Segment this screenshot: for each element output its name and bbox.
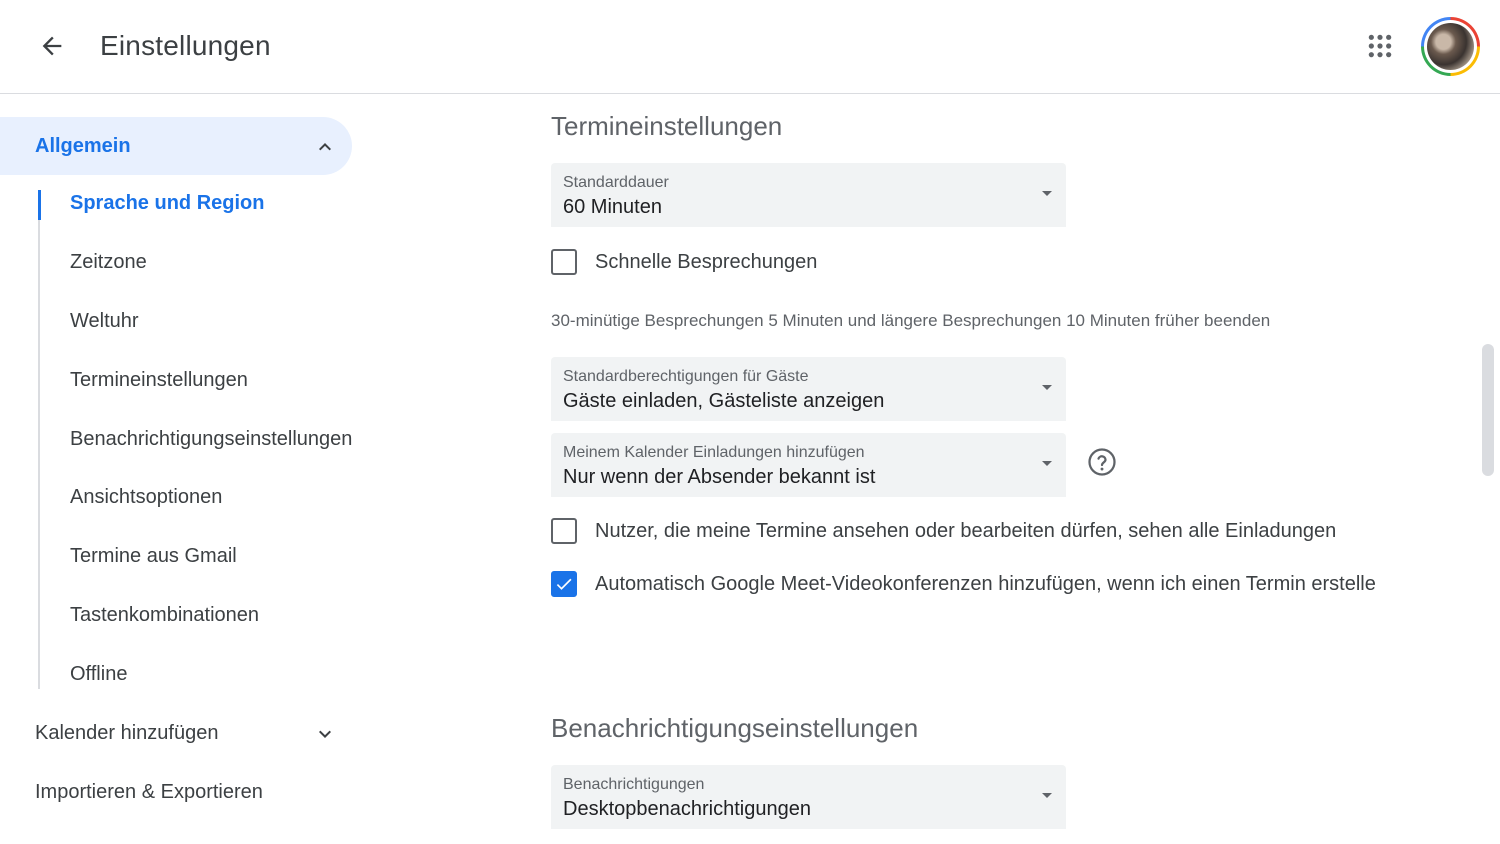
field-value: Nur wenn der Absender bekannt ist [563,466,876,488]
arrow-back-icon [38,32,66,60]
sidebar-item-view-options[interactable]: Ansichtsoptionen [70,486,223,508]
field-label: Standardberechtigungen für Gäste [563,368,809,385]
active-indicator [38,190,41,220]
sidebar-item-label: Allgemein [35,135,131,157]
sidebar-item-event-settings[interactable]: Termineinstellungen [70,369,248,391]
speedy-meetings-checkbox[interactable] [551,249,577,275]
see-all-invitations-row[interactable] [551,518,1336,544]
dropdown-arrow-icon [1042,385,1052,390]
speedy-meetings-row[interactable] [551,249,817,275]
sidebar-item-events-from-gmail[interactable]: Termine aus Gmail [70,545,237,567]
field-label: Standarddauer [563,174,669,191]
auto-meet-row[interactable] [551,571,1376,597]
back-button[interactable] [30,24,74,68]
speedy-meetings-hint: 30-minütige Besprechungen 5 Minuten und längere Besprechungen 10 Minuten früher beenden [551,311,1271,330]
checkbox-label: Schnelle Besprechungen [595,250,818,273]
chevron-down-icon[interactable] [313,722,337,746]
dropdown-arrow-icon [1042,191,1052,196]
default-duration-select[interactable] [551,163,1066,227]
account-avatar[interactable] [1421,17,1480,76]
dropdown-arrow-icon [1042,793,1052,798]
field-value: Gäste einladen, Gästeliste anzeigen [563,390,885,412]
sidebar-item-timezone[interactable]: Zeitzone [70,251,147,273]
notifications-select[interactable] [551,765,1066,829]
sidebar-item-general[interactable] [0,117,352,175]
chevron-up-icon[interactable] [313,135,337,159]
sidebar-item-offline[interactable]: Offline [70,663,128,685]
page-title: Einstellungen [100,30,271,61]
sub-nav-line [38,193,40,689]
sidebar-item-notification-settings[interactable]: Benachrichtigungseinstellungen [70,428,352,450]
settings-sidebar [0,95,372,844]
apps-grid-icon [1367,33,1393,59]
dropdown-arrow-icon [1042,461,1052,466]
apps-button[interactable] [1358,24,1402,68]
scrollbar-thumb[interactable] [1482,344,1494,476]
sidebar-item-language-region[interactable]: Sprache und Region [70,192,265,214]
see-all-invitations-checkbox[interactable] [551,518,577,544]
field-value: 60 Minuten [563,196,662,218]
auto-meet-checkbox[interactable] [551,571,577,597]
app-header [0,0,1500,94]
guest-permissions-select[interactable] [551,357,1066,421]
field-label: Benachrichtigungen [563,776,705,793]
help-icon[interactable] [1087,447,1117,477]
checkbox-label: Nutzer, die meine Termine ansehen oder bearbeiten dürfen, sehen alle Einladungen [595,519,1337,542]
checkmark-icon [554,574,574,594]
sidebar-item-keyboard-shortcuts[interactable]: Tastenkombinationen [70,604,260,626]
section-title-notification-settings: Benachrichtigungseinstellungen [551,713,919,743]
add-invitations-select[interactable] [551,433,1066,497]
field-label: Meinem Kalender Einladungen hinzufügen [563,444,865,461]
sidebar-item-world-clock[interactable]: Weltuhr [70,310,139,332]
section-title-event-settings: Termineinstellungen [551,111,783,141]
checkbox-label: Automatisch Google Meet-Videokonferenzen hinzufügen, wenn ich einen Termin erstelle [595,572,1376,595]
sidebar-item-import-export[interactable]: Importieren & Exportieren [35,781,263,803]
sidebar-item-add-calendar[interactable]: Kalender hinzufügen [35,722,219,744]
avatar-photo [1427,23,1474,70]
field-value: Desktopbenachrichtigungen [563,798,811,820]
